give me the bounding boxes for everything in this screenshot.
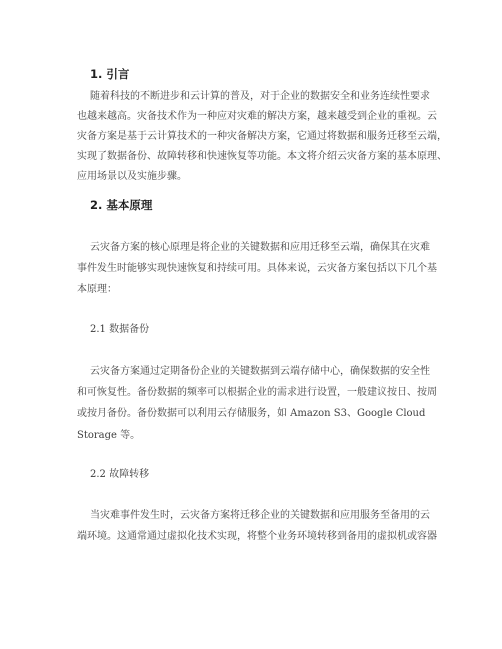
text-line: 随着科技的不断进步和云计算的普及，对于企业的数据安全和业务连续性要求 [90,91,430,102]
text-line: 云灾备方案通过定期备份企业的关键数据到云端存储中心，确保数据的安全性 [90,366,430,377]
text-line: 实现了数据备份、故障转移和快速恢复等功能。本文将介绍云灾备方案的基本原理、 [77,151,447,162]
section-heading-introduction: 1. 引言 [90,67,130,81]
text-line: 应用场景以及实施步骤。 [77,171,187,182]
section-heading-basic-principles: 2. 基本原理 [90,198,153,212]
text-line: 或按月备份。备份数据可以利用云存储服务，如 Amazon S3、Google Cloud [77,408,426,419]
text-line: 当灾难事件发生时，云灾备方案将迁移企业的关键数据和应用服务至备用的云 [90,510,430,521]
text-line: 端环境。这通常通过虚拟化技术实现，将整个业务环境转移到备用的虚拟机或容器 [77,531,437,542]
text-line: 云灾备方案的核心原理是将企业的关键数据和应用迁移至云端，确保其在灾难 [90,242,430,253]
text-line: 也越来越高。灾备技术作为一种应对灾难的解决方案，越来越受到企业的重视。云 [77,111,437,122]
text-line: Storage 等。 [77,430,141,441]
subsection-heading-failover: 2.2 故障转移 [90,469,150,480]
text-line: 事件发生时能够实现快速恢复和持续可用。具体来说，云灾备方案包括以下几个基 [77,263,437,274]
subsection-heading-data-backup: 2.1 数据备份 [90,324,150,335]
text-line: 和可恢复性。备份数据的频率可以根据企业的需求进行设置，一般建议按日、按周 [77,387,437,398]
text-line: 灾备方案是基于云计算技术的一种灾备解决方案，它通过将数据和服务迁移至云端， [77,131,447,142]
text-line: 本原理： [77,284,117,295]
